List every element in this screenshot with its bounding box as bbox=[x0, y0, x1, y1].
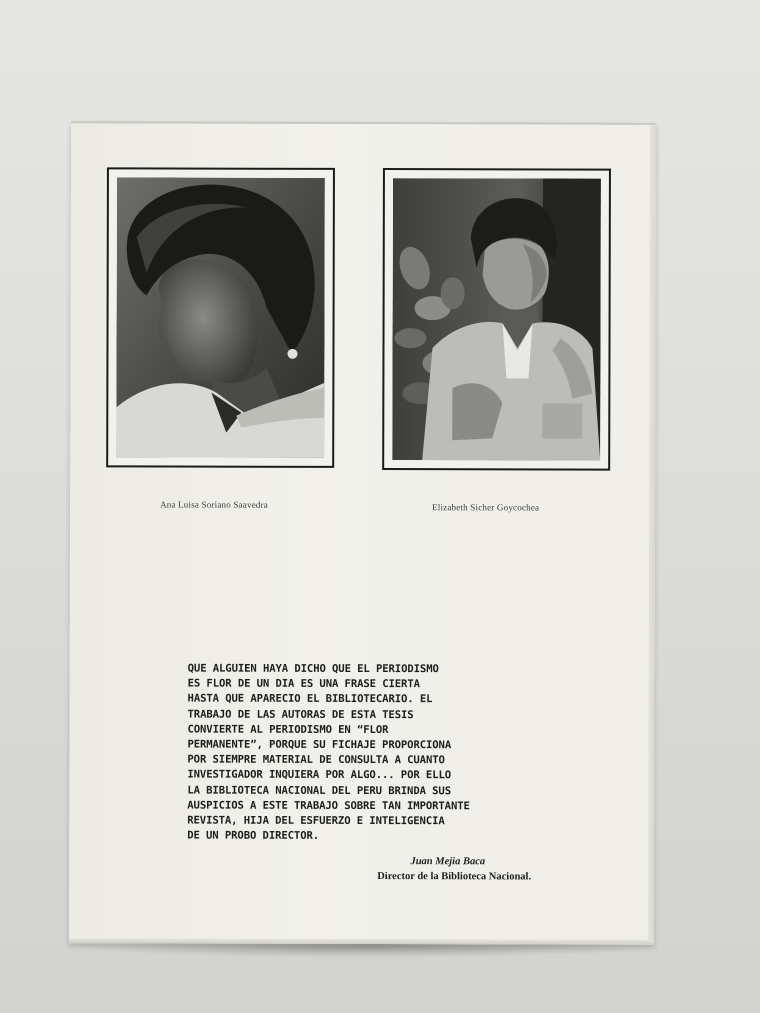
portrait-woman-profile-image bbox=[116, 177, 325, 458]
blurb-line: TRABAJO DE LAS AUTORAS DE ESTA TESIS bbox=[187, 708, 414, 721]
caption-right-author: Elizabeth Sicher Goycochea bbox=[432, 502, 540, 513]
blurb-line: PERMANENTE”, PORQUE SU FICHAJE PROPORCIONA bbox=[187, 738, 452, 752]
portrait-photo-right bbox=[392, 178, 601, 461]
portrait-frame-left bbox=[106, 167, 335, 468]
book-back-cover bbox=[69, 121, 656, 945]
portrait-woman-with-plant-image bbox=[392, 178, 601, 461]
blurb-line: LA BIBLIOTECA NACIONAL DEL PERU BRINDA SUS bbox=[187, 784, 452, 797]
portrait-photo-left bbox=[116, 177, 325, 458]
blurb-line: DE UN PROBO DIRECTOR. bbox=[187, 829, 320, 843]
blurb-line: POR SIEMPRE MATERIAL DE CONSULTA A CUANTO bbox=[187, 753, 445, 767]
blurb-text bbox=[187, 662, 547, 845]
signature-name: Juan Mejia Baca bbox=[410, 856, 486, 868]
blurb-line: CONVIERTE AL PERIODISMO EN “FLOR bbox=[187, 723, 389, 736]
signature-role: Director de la Biblioteca Nacional. bbox=[377, 871, 532, 883]
portrait-frame-right bbox=[382, 168, 611, 471]
blurb-line: QUE ALGUIEN HAYA DICHO QUE EL PERIODISMO bbox=[187, 662, 439, 676]
blurb-line: REVISTA, HIJA DEL ESFUERZO E INTELIGENCIA bbox=[187, 814, 445, 828]
blurb-line: HASTA QUE APARECIO EL BIBLIOTECARIO. EL bbox=[187, 692, 433, 706]
caption-left-author: Ana Luisa Soriano Saavedra bbox=[160, 499, 269, 510]
blurb-line: AUSPICIOS A ESTE TRABAJO SOBRE TAN IMPORTANTE bbox=[187, 799, 470, 813]
blurb-line: INVESTIGADOR INQUIERA POR ALGO... POR ELLO bbox=[187, 768, 452, 782]
blurb-line: ES FLOR DE UN DIA ES UNA FRASE CIERTA bbox=[187, 677, 420, 691]
book-page-edge-right bbox=[648, 125, 656, 945]
signature-block bbox=[331, 854, 531, 885]
